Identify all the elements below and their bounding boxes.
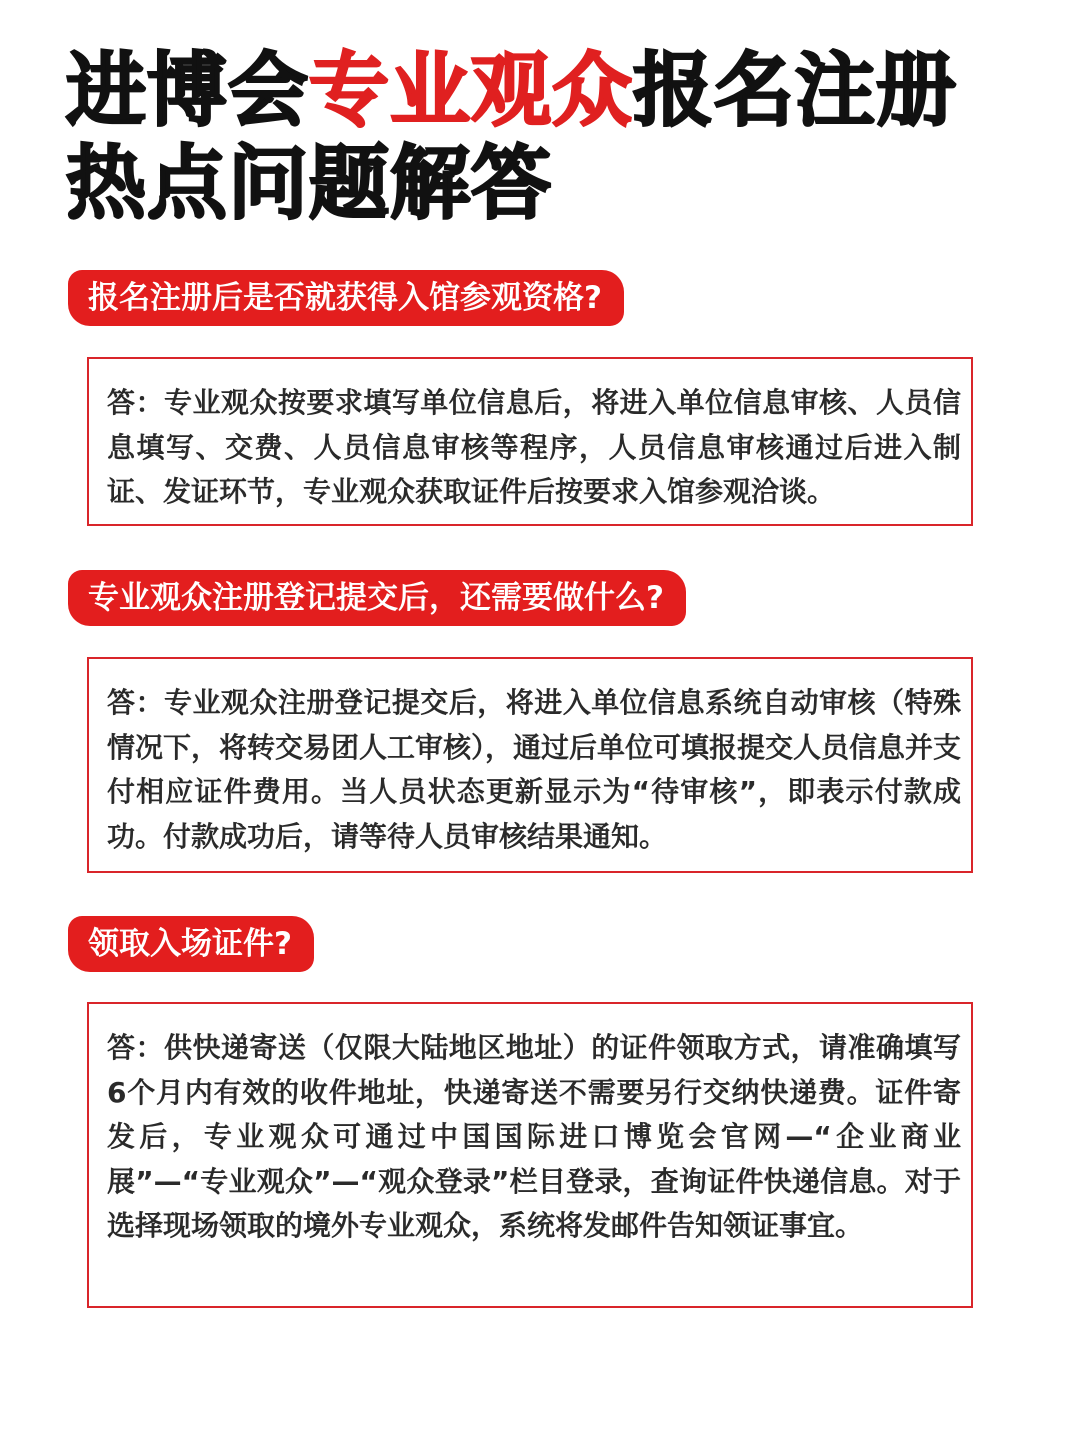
answer-box-2 [87, 657, 973, 873]
answer-text-2: 答：专业观众注册登记提交后，将进入单位信息系统自动审核（特殊情况下，将转交易团人工审核），通过后单位可填报提交人员信息并支付相应证件费用。当人员状态更新显示为“待审核”，即表示付款成功。付款成功后，请等待人员审核结果通知。 [107, 686, 962, 853]
answer-text-1: 答：专业观众按要求填写单位信息后，将进入单位信息审核、人员信息填写、交费、人员信息审核等程序，人员信息审核通过后进入制证、发证环节，专业观众获取证件后按要求入馆参观洽谈。 [107, 386, 961, 508]
question-tag-1: 报名注册后是否就获得入馆参观资格? [68, 270, 624, 326]
answer-box-3 [87, 1002, 973, 1308]
answer-text-3: 答：供快递寄送（仅限大陆地区地址）的证件领取方式，请准确填写6个月内有效的收件地址，快递寄送不需要另行交纳快递费。证件寄发后，专业观众可通过中国国际进口博览会官网—“企业商业展”—“专业观众”—“观众登录”栏目登录，查询证件快递信息。对于选择现场领取的境外专业观众，系统将发邮件告知领证事宜。 [107, 1031, 961, 1242]
answer-box-1 [87, 357, 973, 526]
question-tag-3: 领取入场证件? [68, 916, 314, 972]
title-part-2: 报名注册热点问题解答 [66, 44, 957, 230]
page-title [66, 44, 1026, 230]
question-tag-2: 专业观众注册登记提交后，还需要做什么? [68, 570, 686, 626]
title-accent: 专业观众 [309, 44, 633, 137]
title-part-1: 进博会 [66, 44, 309, 137]
